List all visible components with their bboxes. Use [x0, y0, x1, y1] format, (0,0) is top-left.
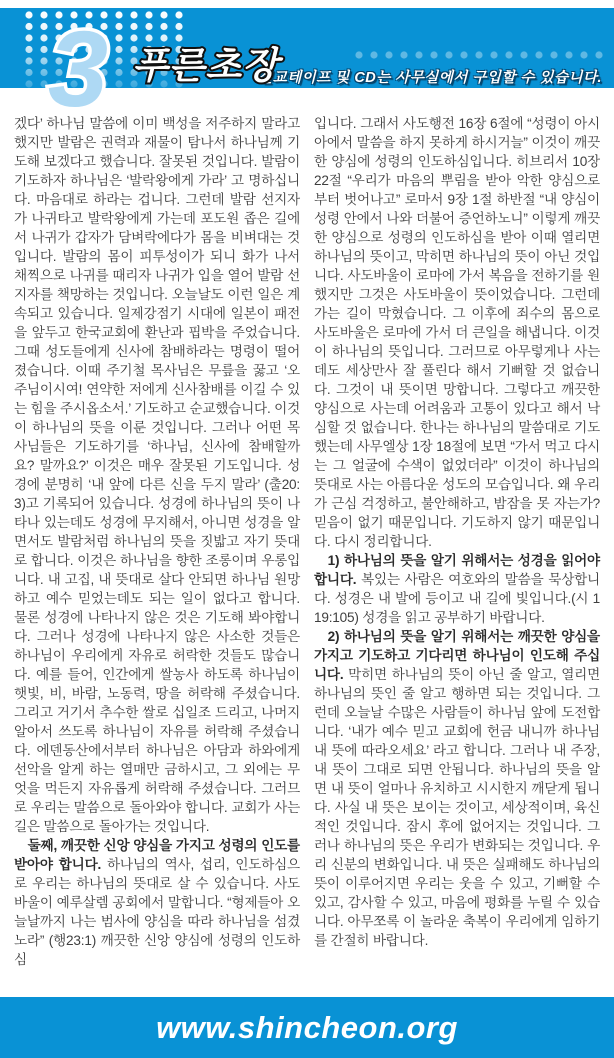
text-run: 하나님의 역사, 섭리, 인도하심으로 우리는 하나님의 뜻대로 살 수 있습니다. 사도 바울이 예루살렘 공회에서 말합니다. “형제들아 오늘날까지 나는 범사에 양심을 따라 하나님을 섬겼노라” (행23:1) 깨끗한 신앙 양심에 성령의 인도하심 [14, 857, 300, 967]
text-run: 막히면 하나님의 뜻이 아닌 줄 알고, 열리면 하나님의 뜻인 줄 알고 행하면 되는 것입니다. 그런데 오늘날 수많은 사람들이 하나님 앞에 도전합니다. ‘내가 예수 믿고 교회에 헌금 내니까 하나님 내 뜻에 따라오세요’ 라고 합니다. 그러나 내 주장, 내 뜻이 그대로 되면 안됩니다. 하나님의 뜻을 알면 내 뜻이 얼마나 유치하고 시시한지 깨닫게 됩니다. 사실 내 뜻은 보이는 것이고, 세상적이며, 육신적인 것입니다. 잠시 후에 없어지는 것입니다. 그러나 하나님의 뜻은 우리가 변화되는 것입니다. 우리 신분의 변화입니다. 내 뜻은 실패해도 하나님의 뜻이 이루어지면 우리는 웃을 수 있고, 기뻐할 수 있고, 감사할 수 있고, 마음에 평화를 누릴 수 있습니다. 아무쪼록 이 놀라운 축복이 우리에게 임하기를 간절히 바랍니다. [314, 667, 600, 948]
footer-band [0, 997, 614, 1058]
article-body [14, 114, 600, 992]
page-title [126, 40, 386, 94]
paragraph [314, 114, 600, 551]
svg-text:3: 3 [48, 8, 109, 129]
paragraph [314, 551, 600, 627]
column-right [314, 114, 600, 992]
text-run: 복있는 사람은 여호와의 말씀을 묵상합니다. 성경은 내 발에 등이고 내 길에 빛입니다.(시 119:105) 성경을 읽고 공부하기 바랍니다. [314, 572, 600, 625]
website-url: www.shincheon.org [156, 1009, 458, 1045]
text-run-bold: 2) 하나님의 뜻을 알기 위해서는 깨끗한 양심을 가지고 기도하고 기다리면 하나님이 인도해 주십니다. [314, 629, 600, 682]
text-run-bold: 1) 하나님의 뜻을 알기 위해서는 성경을 읽어야 합니다. [314, 553, 600, 587]
tape-cd-notice: 설교테이프 및 CD는 사무실에서 구입할 수 있습니다. [258, 70, 602, 86]
column-left [14, 114, 300, 992]
paragraph [14, 114, 300, 836]
text-run: 입니다. 그래서 사도행전 16장 6절에 “성령이 아시아에서 말씀을 하지 못하게 하시거늘” 이것이 깨끗한 양심에 성령의 인도하심입니다. 히브리서 10장 22절 “우리가 마음의 뿌림을 받아 악한 양심으로부터 벗어나고” 로마서 9장 1절 하반절 “내 양심이 성령 안에서 나와 더불어 증언하노니” 이렇게 깨끗한 양심으로 성령의 인도하심을 받아 이때 열리면 하나님의 뜻이고, 막히면 하나님의 뜻이 아닌 것입니다. 사도바울이 로마에 가서 복음을 전하기를 원했지만 그것은 사도바울이 뜻이었습니다. 그런데 가는 길이 막혔습니다. 그 이후에 죄수의 몸으로 사도바울은 로마에 가서 더 큰일을 해냅니다. 이것이 하나님의 뜻입니다. 그러므로 아무렇게나 사는데도 세상만사 잘 풀린다 해서 기뻐할 것 없습니다. 그것이 내 뜻이면 망합니다. 그렇다고 깨끗한 양심으로 사는데 어려움과 고통이 있다고 해서 낙심할 것 없습니다. 한나는 하나님의 말씀대로 기도했는데 사무엘상 1장 18절에 보면 “가서 먹고 다시는 그 얼굴에 수색이 없었더라” 이것이 하나님의 뜻대로 사는 아름다운 성도의 모습입니다. 왜 우리가 근심 걱정하고, 불안해하고, 밤잠을 못 자는가? 믿음이 없기 때문입니다. 기도하지 않기 때문입니다. 다시 정리합니다. [314, 116, 600, 549]
paragraph [14, 836, 300, 969]
svg-text:푸른초장: 푸른초장 [132, 45, 279, 86]
text-run: 겠다’ 하나님 말씀에 이미 백성을 저주하지 말라고 했지만 발람은 권력과 재물이 탐나서 하나님께 기도해 보겠다고 했습니다. 잘못된 것입니다. 발람이 기도하자 하나님은 ‘발락왕에게 가라’ 고 명하십니다. 마음대로 하라는 겁니다. 그런데 발람 선지자가 나귀타고 발락왕에게 가는데 포도원 좁은 길에서 나귀가 갑자가 담벼락에다가 몸을 비벼대는 것입니다. 발람의 몸이 피투성이가 되니 화가 나서 채찍으로 나귀를 때리자 나귀가 입을 열어 발람 선지자를 책망하는 것입니다. 오늘날도 이런 일은 계속되고 있습니다. 일제강점기 시대에 일본이 패전을 앞두고 한국교회에 환난과 핍박을 주었습니다. 그때 성도들에게 신사에 참배하라는 명령이 떨어졌습니다. 이때 주기철 목사님은 무릎을 꿇고 ‘오 주님이시여! 연약한 저에게 신사참배를 이길 수 있는 힘을 주시옵소서.’ 기도하고 순교했습니다. 이것이 하나님의 뜻을 이룬 것입니다. 그러나 어떤 목사님들은 기도하기를 ‘하나님, 신사에 참배할까요? 말까요?’ 이것은 매우 잘못된 기도입니다. 성경에 분명히 ‘내 앞에 다른 신을 두지 말라’ (출20:3)고 기록되어 있습니다. 성경에 하나님의 뜻이 나타나 있는데도 성경에 무지해서, 아니면 성경을 알면서도 발람처럼 하나님의 뜻을 짓밟고 자기 뜻대로 합니다. 이것은 하나님을 향한 조롱이며 우롱입니다. 내 고집, 내 뜻대로 살다 안되면 하나님 원망하고 예수 믿었는데도 되는 일이 없다고 합니다. 물론 성경에 나타나지 않은 것은 기도해 봐야합니다. 그러나 성경에 나타나지 않은 사소한 것들은 하나님이 우리에게 자유로 허락한 것들도 많습니다. 예를 들어, 인간에게 쌀농사 하도록 하나님이 햇빛, 비, 바람, 노동력, 땅을 허락해 주셨습니다. 그리고 거기서 추수한 쌀로 십일조 드리고, 나머지 알아서 쓰도록 하나님이 자유를 허락해 주셨습니다. 에덴동산에서부터 하나님은 아담과 하와에게 선악을 알게 하는 열매만 금하시고, 그 외에는 무엇을 먹든지 자유롭게 허락해 주셨습니다. 그러므로 우리는 말씀으로 돌아와야 합니다. 교회가 사는 길은 말씀으로 돌아가는 것입니다. [14, 116, 300, 834]
text-run-bold: 둘째, 깨끗한 신앙 양심을 가지고 성령의 인도를 받아야 합니다. [14, 838, 300, 872]
dot-strip-icon [354, 50, 604, 62]
paragraph [314, 627, 600, 950]
